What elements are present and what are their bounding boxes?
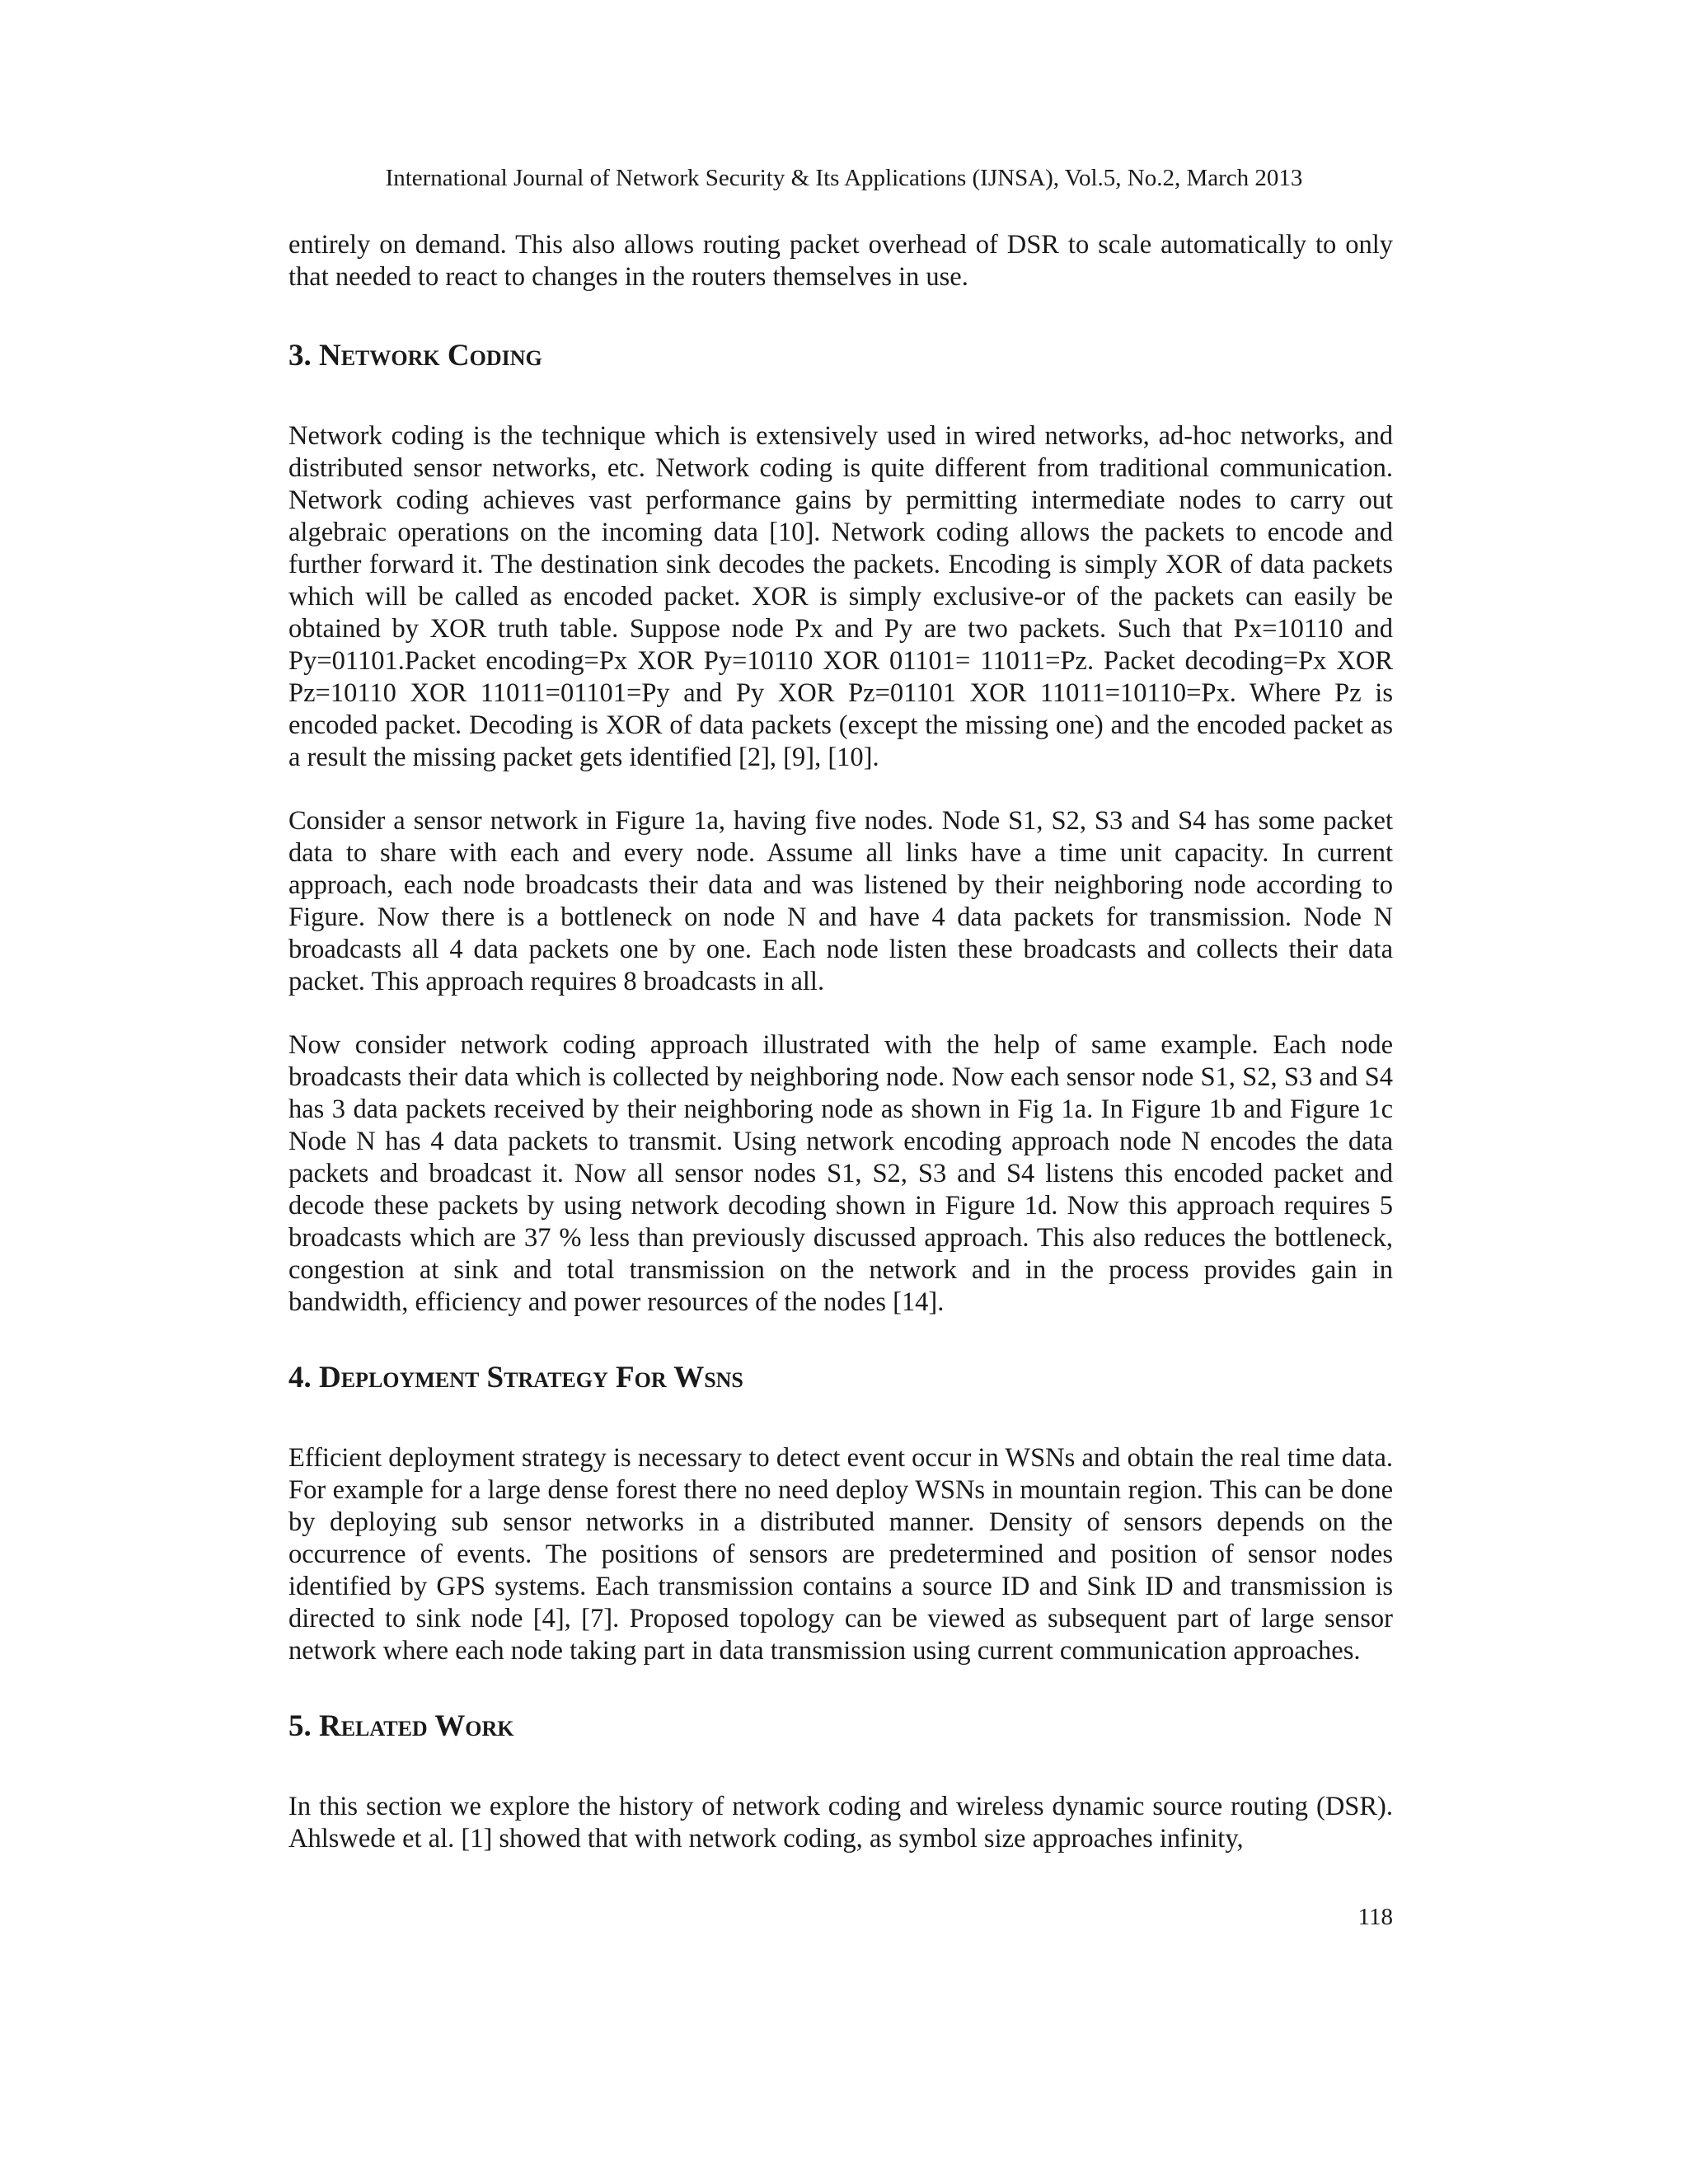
section-heading-deployment-strategy: 4. Deployment Strategy For Wsns	[288, 1361, 743, 1394]
paragraph: In this section we explore the history of network coding and wireless dynamic source routing (DSR). Ahlswede et al. [1] showed that with network coding, as symbol size approaches infinity,	[288, 1792, 1393, 1854]
paragraph: Network coding is the technique which is extensively used in wired networks, ad-hoc networks, and distributed sensor networks, etc. Network coding is quite different from traditional communication. Network coding achieves vast performance gains by permitting intermediate nodes to carry out algebraic operations on the incoming data [10]. Network coding allows the packets to encode and further forward it. The destination sink decodes the packets. Encoding is simply XOR of data packets which will be called as encoded packet. XOR is simply exclusive-or of the packets can easily be obtained by XOR truth table. Suppose node Px and Py are two packets. Such that Px=10110 and Py=01101.Packet encoding=Px XOR Py=10110 XOR 01101= 11011=Pz. Packet decoding=Px XOR Pz=10110 XOR 11011=01101=Py and Py XOR Pz=01101 XOR 11011=10110=Px. Where Pz is encoded packet. Decoding is XOR of data packets (except the missing one) and the encoded packet as a result the missing packet gets identified [2], [9], [10].	[288, 421, 1393, 772]
running-header: International Journal of Network Security & Its Applications (IJNSA), Vol.5, No.2, March 2013	[385, 165, 1303, 191]
page-body	[288, 229, 1393, 1855]
page-number: 118	[1357, 1904, 1393, 1930]
section-heading-related-work: 5. Related Work	[288, 1709, 514, 1743]
paragraph: Efficient deployment strategy is necessary to detect event occur in WSNs and obtain the real time data. For example for a large dense forest there no need deploy WSNs in mountain region. This can be done by deploying sub sensor networks in a distributed manner. Density of sensors depends on the occurrence of events. The positions of sensors are predetermined and position of sensor nodes identified by GPS systems. Each transmission contains a source ID and Sink ID and transmission is directed to sink node [4], [7]. Proposed topology can be viewed as subsequent part of large sensor network where each node taking part in data transmission using current communication approaches.	[288, 1443, 1393, 1666]
section-heading-network-coding: 3. Network Coding	[288, 339, 542, 373]
intro-paragraph: entirely on demand. This also allows routing packet overhead of DSR to scale automatically to only that needed to react to changes in the routers themselves in use.	[288, 230, 1393, 292]
paragraph: Consider a sensor network in Figure 1a, having five nodes. Node S1, S2, S3 and S4 has some packet data to share with each and every node. Assume all links have a time unit capacity. In current approach, each node broadcasts their data and was listened by their neighboring node according to Figure. Now there is a bottleneck on node N and have 4 data packets for transmission. Node N broadcasts all 4 data packets one by one. Each node listen these broadcasts and collects their data packet. This approach requires 8 broadcasts in all.	[288, 806, 1393, 996]
paragraph: Now consider network coding approach illustrated with the help of same example. Each node broadcasts their data which is collected by neighboring node. Now each sensor node S1, S2, S3 and S4 has 3 data packets received by their neighboring node as shown in Fig 1a. In Figure 1b and Figure 1c Node N has 4 data packets to transmit. Using network encoding approach node N encodes the data packets and broadcast it. Now all sensor nodes S1, S2, S3 and S4 listens this encoded packet and decode these packets by using network decoding shown in Figure 1d. Now this approach requires 5 broadcasts which are 37 % less than previously discussed approach. This also reduces the bottleneck, congestion at sink and total transmission on the network and in the process provides gain in bandwidth, efficiency and power resources of the nodes [14].	[288, 1030, 1393, 1317]
